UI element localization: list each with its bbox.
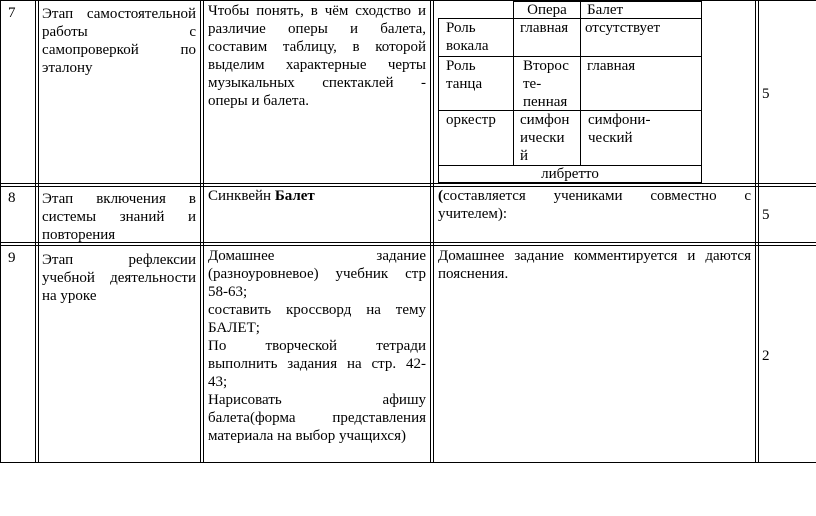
content-line: балета(форма представления [208, 410, 426, 426]
column-divider [755, 0, 756, 463]
libretto-footer: либретто [541, 166, 599, 182]
ballet-dance: главная [587, 58, 636, 74]
row-number: 7 [8, 5, 16, 21]
stage-name [42, 251, 196, 305]
cinquain-topic: Балет [274, 188, 315, 204]
stage-line: работы с [42, 24, 196, 40]
stage-line: на уроке [42, 288, 97, 304]
column-divider [38, 0, 39, 463]
activity-note: (составляется учениками совместно с учителем): [438, 188, 751, 222]
content-line: БАЛЕТ; [208, 320, 260, 336]
activity-content: Синквейн Балет [208, 188, 315, 204]
content-line: выполнить задания на стр. 42- [208, 356, 426, 372]
stage-line: повторения [42, 227, 116, 243]
content-line: Домашнее задание [208, 248, 426, 264]
content-line: составим таблицу, в которой [208, 39, 426, 55]
opera-vocal: главная [520, 20, 569, 36]
ballet-orchestra: симфони- ческий [588, 112, 651, 146]
column-divider [430, 0, 431, 463]
row-number: 9 [8, 250, 16, 266]
activity-content [208, 2, 426, 110]
content-line: материала на выбор учащихся) [208, 428, 406, 444]
stage-line: системы знаний и [42, 209, 196, 225]
stage-line: учебной деятельности [42, 270, 196, 286]
content-line: Нарисовать афишу [208, 392, 426, 408]
column-divider [433, 0, 434, 463]
ballet-vocal: отсутствует [585, 20, 661, 36]
stage-line: Этап самостоятельной [42, 6, 196, 22]
row-label-orchestra: оркестр [446, 112, 496, 128]
column-divider [35, 0, 36, 463]
stage-name [42, 190, 196, 244]
content-line: Чтобы понять, в чём сходство и [208, 3, 426, 19]
stage-line: эталону [42, 60, 93, 76]
inner-divider [701, 1, 702, 183]
content-line: выделим характерные черты [208, 57, 426, 73]
column-divider [758, 0, 759, 463]
opera-dance: Второс те- пенная [523, 58, 569, 110]
row-number: 8 [8, 190, 16, 206]
content-line: музыкальных спектаклей - [208, 75, 426, 91]
inner-divider [513, 1, 514, 166]
row-label-dance: Роль танца [446, 58, 483, 92]
activity-note: Домашнее задание комментируется и даются пояснения. [438, 248, 751, 282]
stage-line: самопроверкой по [42, 42, 196, 58]
minutes: 2 [762, 348, 770, 364]
stage-line: Этап рефлексии [42, 252, 196, 268]
header-ballet: Балет [587, 2, 624, 18]
minutes: 5 [762, 207, 770, 223]
content-line: По творческой тетради [208, 338, 426, 354]
stage-name [42, 5, 196, 77]
content-line: 58-63; [208, 284, 248, 300]
inner-divider [438, 18, 439, 183]
row-divider [0, 183, 816, 184]
content-line: составить кроссворд на тему [208, 302, 426, 318]
content-line: различие оперы и балета, [208, 21, 426, 37]
column-divider [0, 0, 1, 463]
inner-divider [580, 1, 581, 166]
content-line: 43; [208, 374, 228, 390]
row-divider [0, 462, 816, 463]
row-label-vocal: Роль вокала [446, 20, 489, 54]
content-line: оперы и балета. [208, 93, 310, 109]
opera-orchestra: симфон ически й [520, 112, 570, 164]
activity-content [208, 247, 426, 445]
content-line: (разноуровневое) учебник стр [208, 266, 426, 282]
stage-line: Этап включения в [42, 191, 196, 207]
header-opera: Опера [527, 2, 567, 18]
column-divider [200, 0, 201, 463]
row-divider [0, 245, 816, 246]
column-divider [203, 0, 204, 463]
minutes: 5 [762, 86, 770, 102]
